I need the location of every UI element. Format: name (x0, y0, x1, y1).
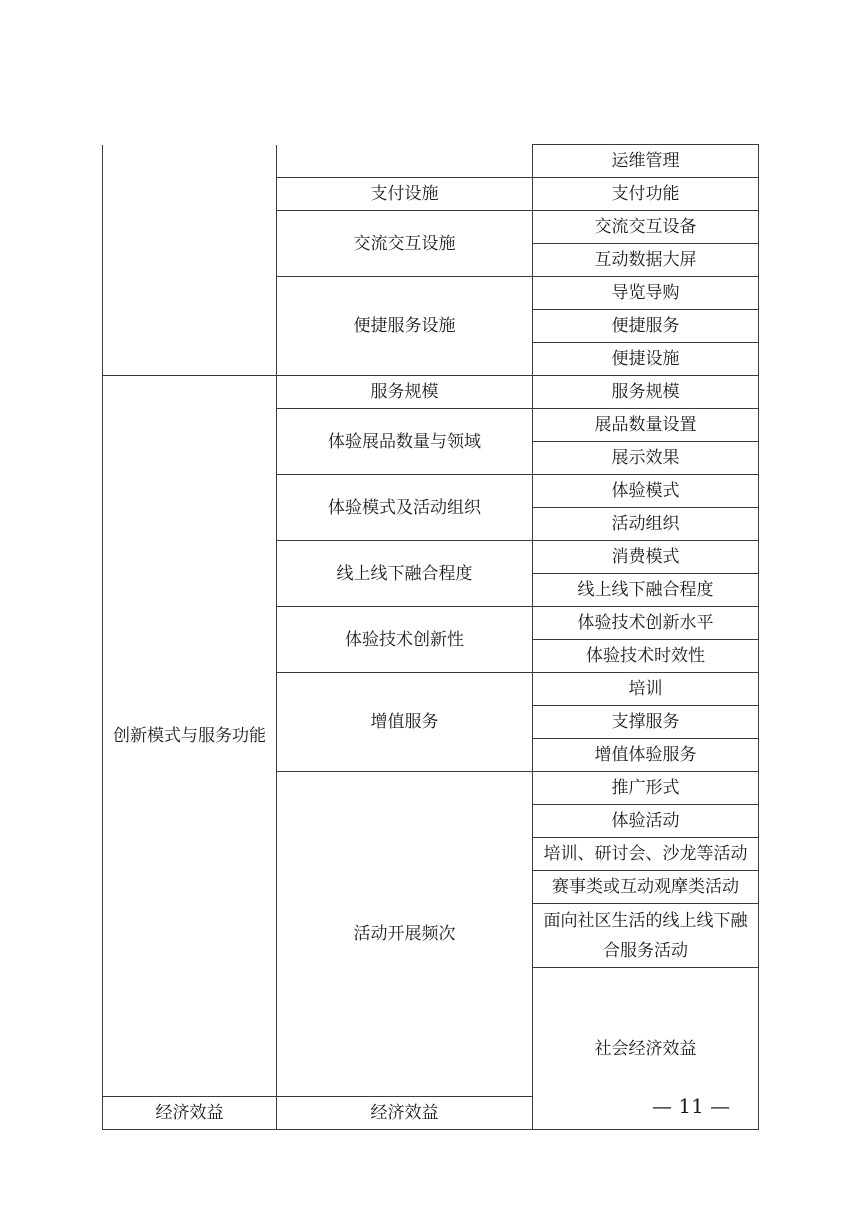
category-cell (103, 145, 277, 376)
indicator-cell: 经济效益 (103, 1097, 277, 1130)
sub-indicator-cell: 服务规模 (533, 376, 759, 409)
page-number: — 11 — (652, 1094, 731, 1118)
sub-indicator-cell: 培训 (533, 673, 759, 706)
evaluation-table (102, 144, 759, 1130)
indicator-cell: 便捷服务设施 (277, 277, 533, 376)
table-row (103, 145, 759, 178)
indicator-cell: 支付设施 (277, 178, 533, 211)
indicator-cell: 活动开展频次 (277, 772, 533, 1097)
sub-indicator-cell: 便捷设施 (533, 343, 759, 376)
indicator-cell: 交流交互设施 (277, 211, 533, 277)
sub-indicator-cell: 导览导购 (533, 277, 759, 310)
category-cell: 社会经济效益 (533, 968, 759, 1130)
indicator-cell: 增值服务 (277, 673, 533, 772)
table-row (103, 376, 759, 409)
sub-indicator-cell: 线上线下融合程度 (533, 574, 759, 607)
sub-indicator-cell: 增值体验服务 (533, 739, 759, 772)
sub-indicator-cell: 展品数量设置 (533, 409, 759, 442)
sub-indicator-cell: 推广形式 (533, 772, 759, 805)
sub-indicator-cell: 便捷服务 (533, 310, 759, 343)
indicator-cell (277, 145, 533, 178)
sub-indicator-cell: 赛事类或互动观摩类活动 (533, 871, 759, 904)
sub-indicator-cell: 运维管理 (533, 145, 759, 178)
table-body (103, 145, 759, 1130)
sub-indicator-cell: 经济效益 (277, 1097, 533, 1130)
sub-indicator-cell: 培训、研讨会、沙龙等活动 (533, 838, 759, 871)
sub-indicator-cell: 消费模式 (533, 541, 759, 574)
indicator-cell: 服务规模 (277, 376, 533, 409)
sub-indicator-cell: 体验模式 (533, 475, 759, 508)
sub-indicator-cell: 支撑服务 (533, 706, 759, 739)
sub-indicator-cell: 面向社区生活的线上线下融合服务活动 (533, 904, 759, 968)
sub-indicator-cell: 体验活动 (533, 805, 759, 838)
sub-indicator-cell: 互动数据大屏 (533, 244, 759, 277)
sub-indicator-cell: 活动组织 (533, 508, 759, 541)
indicator-cell: 体验技术创新性 (277, 607, 533, 673)
indicator-cell: 体验展品数量与领域 (277, 409, 533, 475)
sub-indicator-cell: 展示效果 (533, 442, 759, 475)
sub-indicator-cell: 支付功能 (533, 178, 759, 211)
sub-indicator-cell: 体验技术时效性 (533, 640, 759, 673)
indicator-cell: 线上线下融合程度 (277, 541, 533, 607)
category-cell: 创新模式与服务功能 (103, 376, 277, 1097)
sub-indicator-cell: 交流交互设备 (533, 211, 759, 244)
indicator-cell: 体验模式及活动组织 (277, 475, 533, 541)
sub-indicator-cell: 体验技术创新水平 (533, 607, 759, 640)
